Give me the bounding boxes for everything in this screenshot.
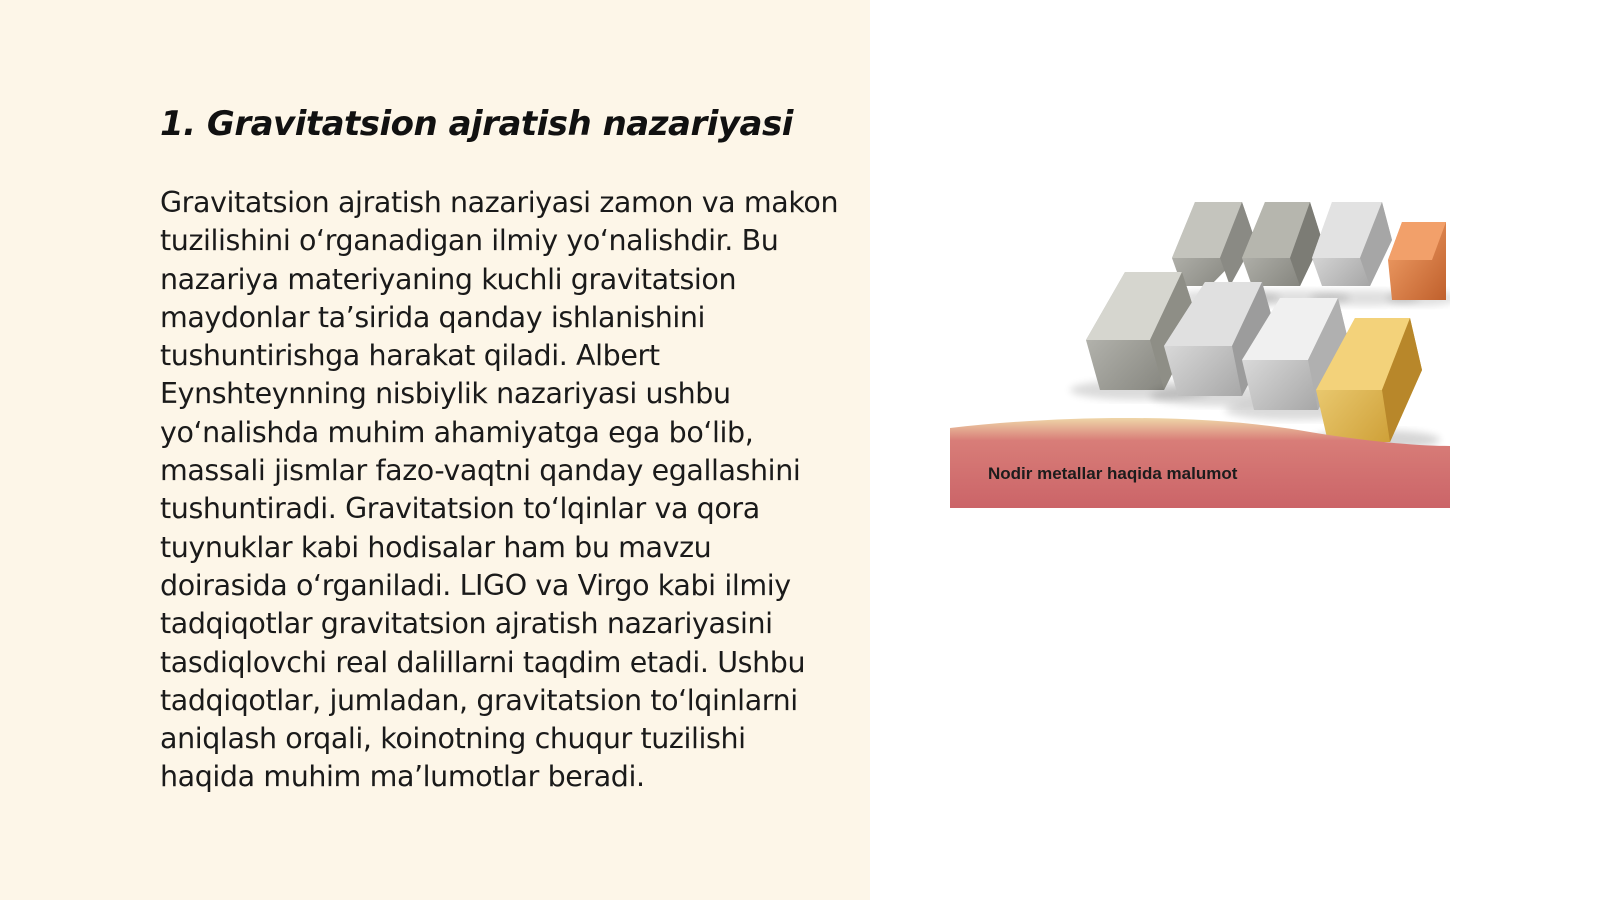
slide-title: 1. Gravitatsion ajratish nazariyasi (160, 104, 793, 144)
metal-bars-illustration (950, 200, 1450, 508)
precious-metals-image (950, 200, 1450, 508)
image-caption: Nodir metallar haqida malumot (988, 464, 1238, 483)
slide-body-text: Gravitatsion ajratish nazariyasi zamon va makon tuzilishini o‘rganadigan ilmiy yo‘nalishdir. Bu nazariya materiyaning kuchli gravitatsion maydonlar ta’sirida qanday ishlanishini tushuntirishga harakat qiladi. Albert Eynshteynning nisbiylik nazariyasi ushbu yo‘nalishda muhim ahamiyatga ega bo‘lib, massali jismlar fazo-vaqtni qanday egallashini tushuntiradi. Gravitatsion to‘lqinlar va qora tuynuklar kabi hodisalar ham bu mavzu doirasida o‘rganiladi. LIGO va Virgo kabi ilmiy tadqiqotlar gravitatsion ajratish nazariyasini tasdiqlovchi real dalillarni taqdim etadi. Ushbu tadqiqotlar, jumladan, gravitatsion to‘lqinlarni aniqlash orqali, koinotning chuqur tuzilishi haqida muhim ma’lumotlar beradi. (160, 186, 839, 794)
metal-bar (1387, 222, 1450, 306)
